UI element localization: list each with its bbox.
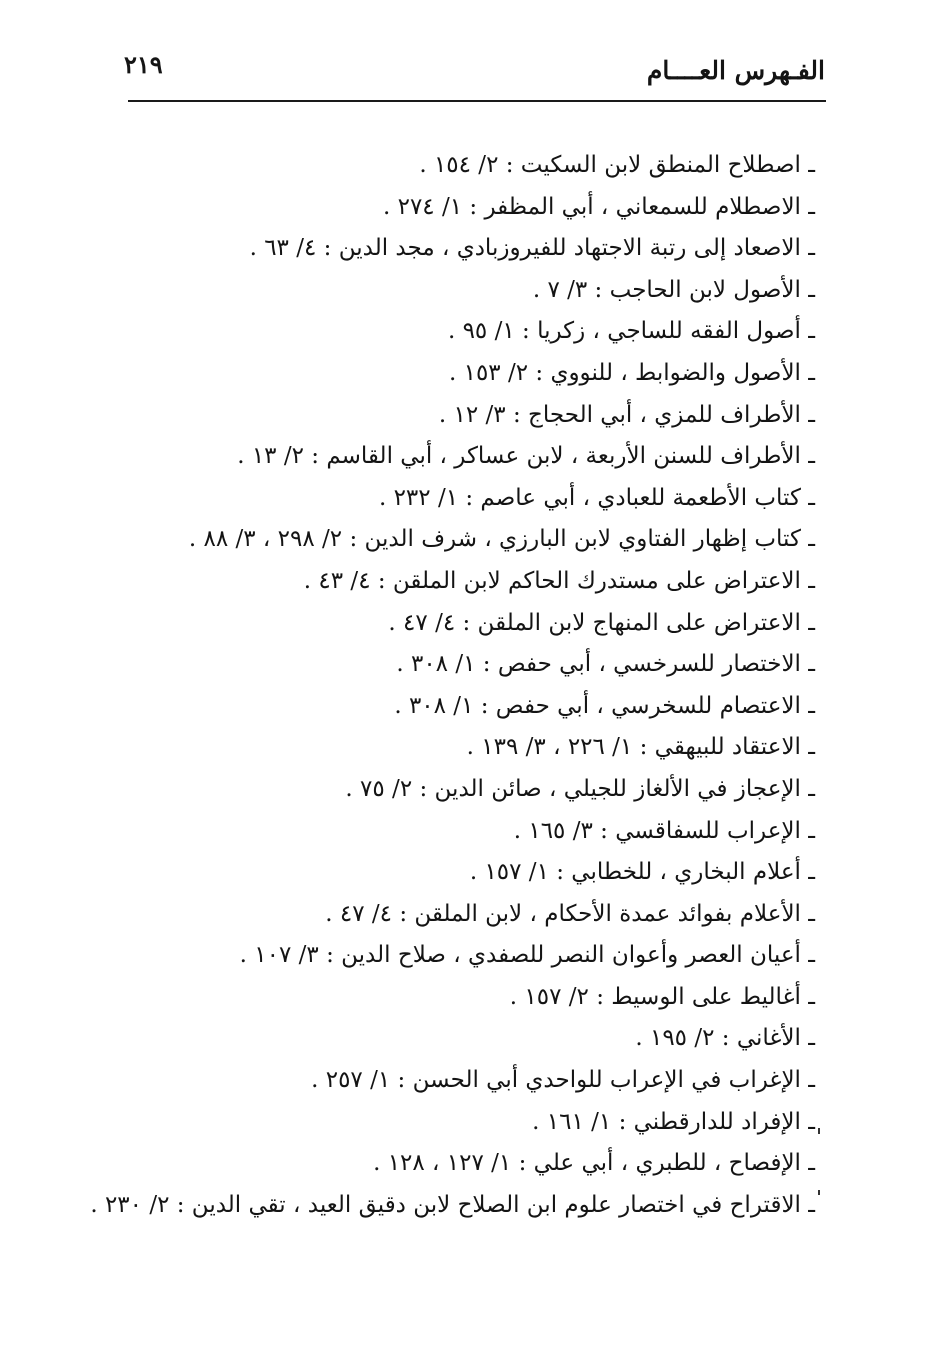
index-entry: ـ الاعتراض على المنهاج لابن الملقن : ٤/ ٤٧ . — [388, 609, 815, 636]
page-number: ٢١٩ — [124, 50, 163, 79]
index-entry: ـ الأطراف للسنن الأربعة ، لابن عساكر ، أبي القاسم : ٢/ ١٣ . — [237, 443, 815, 470]
index-entry: ـ كتاب الأطعمة للعبادي ، أبي عاصم : ١/ ٢٣٢ . — [378, 484, 815, 511]
margin-tick-mark — [818, 1128, 820, 1134]
index-entry: ـ الاعتصام للسخرسي ، أبي حفص : ١/ ٣٠٨ . — [394, 692, 815, 719]
index-entry: ـ الاقتراح في اختصار علوم ابن الصلاح لابن دقيق العيد ، تقي الدين : ٢/ ٢٣٠ . — [90, 1191, 815, 1218]
index-entry: ـ أصول الفقه للساجي ، زكريا : ١/ ٩٥ . — [447, 318, 815, 345]
index-entry: ـ الإغراب في الإعراب للواحدي أبي الحسن : ١/ ٢٥٧ . — [311, 1067, 815, 1094]
index-entry: ـ الأعلام بفوائد عمدة الأحكام ، لابن الملقن : ٤/ ٤٧ . — [325, 900, 815, 927]
index-entry: ـ الأصول لابن الحاجب : ٣/ ٧ . — [532, 276, 815, 303]
index-entry: ـ كتاب إظهار الفتاوي لابن البارزي ، شرف الدين : ٢/ ٢٩٨ ، ٣/ ٨٨ . — [188, 526, 815, 553]
margin-tick-mark — [818, 1190, 820, 1195]
index-entry: ـ الإفراد للدارقطني : ١/ ١٦١ . — [532, 1108, 815, 1135]
index-entry: ـ الاعتراض على مستدرك الحاكم لابن الملقن : ٤/ ٤٣ . — [303, 567, 815, 594]
index-entries — [90, 145, 815, 1226]
index-entry: ـ الأطراف للمزي ، أبي الحجاج : ٣/ ١٢ . — [438, 401, 815, 428]
index-entry: ـ أعلام البخاري ، للخطابي : ١/ ١٥٧ . — [469, 859, 815, 886]
index-entry: ـ أعيان العصر وأعوان النصر للصفدي ، صلاح الدين : ٣/ ١٠٧ . — [239, 942, 815, 969]
index-entry: ـ الإفصاح ، للطبري ، أبي علي : ١/ ١٢٧ ، ١٢٨ . — [373, 1150, 815, 1177]
page-header — [0, 0, 933, 120]
running-title: الفـهرس العــــام — [646, 56, 825, 85]
header-divider — [128, 100, 826, 102]
index-entry: ـ الاعتقاد للبيهقي : ١/ ٢٢٦ ، ٣/ ١٣٩ . — [466, 734, 815, 761]
index-entry: ـ الاختصار للسرخسي ، أبي حفص : ١/ ٣٠٨ . — [396, 651, 815, 678]
index-entry: ـ الإعراب للسفاقسي : ٣/ ١٦٥ . — [513, 817, 815, 844]
index-entry: ـ الاصطلام للسمعاني ، أبي المظفر : ١/ ٢٧٤ . — [382, 193, 815, 220]
index-entry: ـ الأصول والضوابط ، للنووي : ٢/ ١٥٣ . — [448, 359, 815, 386]
index-entry: ـ أغاليط على الوسيط : ٢/ ١٥٧ . — [509, 983, 815, 1010]
index-entry: ـ اصطلاح المنطق لابن السكيت : ٢/ ١٥٤ . — [419, 152, 815, 178]
index-entry: ـ الإعجاز في الألغاز للجيلي ، صائن الدين : ٢/ ٧٥ . — [345, 775, 815, 802]
index-entry: ـ الأغاني : ٢/ ١٩٥ . — [635, 1025, 815, 1052]
index-entry: ـ الاصعاد إلى رتبة الاجتهاد للفيروزبادي ، مجد الدين : ٤/ ٦٣ . — [249, 235, 815, 262]
